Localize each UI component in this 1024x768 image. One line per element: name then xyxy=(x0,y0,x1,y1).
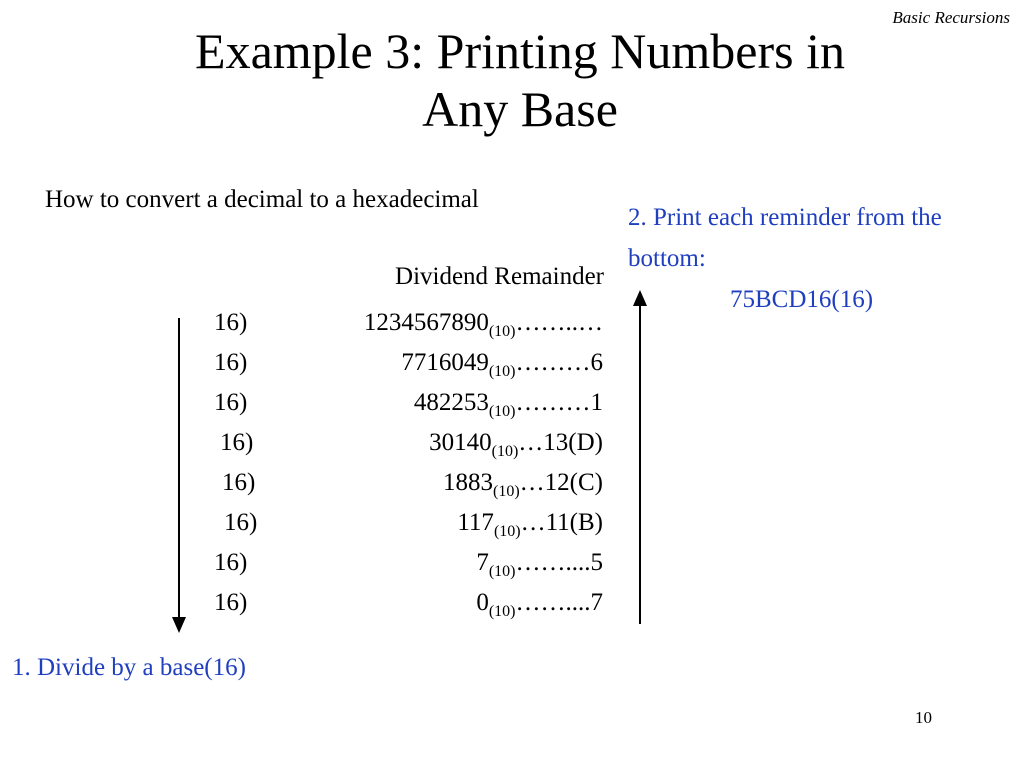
row-divisor: 16) xyxy=(224,509,258,536)
row-base-subscript: (10) xyxy=(488,563,516,580)
row-divisor: 16) xyxy=(214,549,248,576)
row-dividend: 7 xyxy=(476,549,489,576)
table-column-header: Dividend Remainder xyxy=(395,263,604,290)
row-dividend: 117 xyxy=(457,509,494,536)
row-remainder: …13(D) xyxy=(518,429,603,456)
row-divisor: 16) xyxy=(214,309,248,336)
row-remainder: ……....7 xyxy=(515,589,603,616)
row-divisor: 16) xyxy=(214,349,248,376)
row-remainder: …11(B) xyxy=(520,509,603,536)
row-remainder: ……....5 xyxy=(515,549,603,576)
page-number: 10 xyxy=(915,708,932,727)
row-divisor: 16) xyxy=(222,469,256,496)
row-dividend: 1883 xyxy=(443,469,494,496)
row-dividend: 30140 xyxy=(429,429,492,456)
row-base-subscript: (10) xyxy=(488,323,516,340)
row-remainder: ………6 xyxy=(515,349,603,376)
row-dividend: 482253 xyxy=(413,389,489,416)
step-one-text: 1. Divide by a base(16) xyxy=(12,654,246,681)
row-dividend: 7716049 xyxy=(401,349,489,376)
row-remainder: ……..… xyxy=(515,309,603,336)
title-line-2: Any Base xyxy=(422,81,618,137)
row-base-subscript: (10) xyxy=(491,443,519,460)
header-label: Basic Recursions xyxy=(892,8,1010,27)
intro-text: How to convert a decimal to a hexadecimal xyxy=(45,186,479,213)
row-divisor: 16) xyxy=(220,429,254,456)
row-dividend: 0 xyxy=(476,589,489,616)
row-dividend: 1234567890 xyxy=(363,309,489,336)
row-base-subscript: (10) xyxy=(488,403,516,420)
row-divisor: 16) xyxy=(214,589,248,616)
row-base-subscript: (10) xyxy=(493,523,521,540)
row-base-subscript: (10) xyxy=(488,603,516,620)
step-two-result: 75BCD16(16) xyxy=(730,286,874,313)
row-remainder: ………1 xyxy=(515,389,603,416)
down-arrow-icon xyxy=(172,617,186,633)
up-arrow-icon xyxy=(633,290,647,306)
row-remainder: …12(C) xyxy=(519,469,603,496)
row-base-subscript: (10) xyxy=(488,363,516,380)
title-line-1: Example 3: Printing Numbers in xyxy=(195,23,845,79)
row-base-subscript: (10) xyxy=(493,483,520,500)
row-divisor: 16) xyxy=(214,389,248,416)
step-two-instruction: 2. Print each reminder from the bottom: xyxy=(628,204,942,272)
